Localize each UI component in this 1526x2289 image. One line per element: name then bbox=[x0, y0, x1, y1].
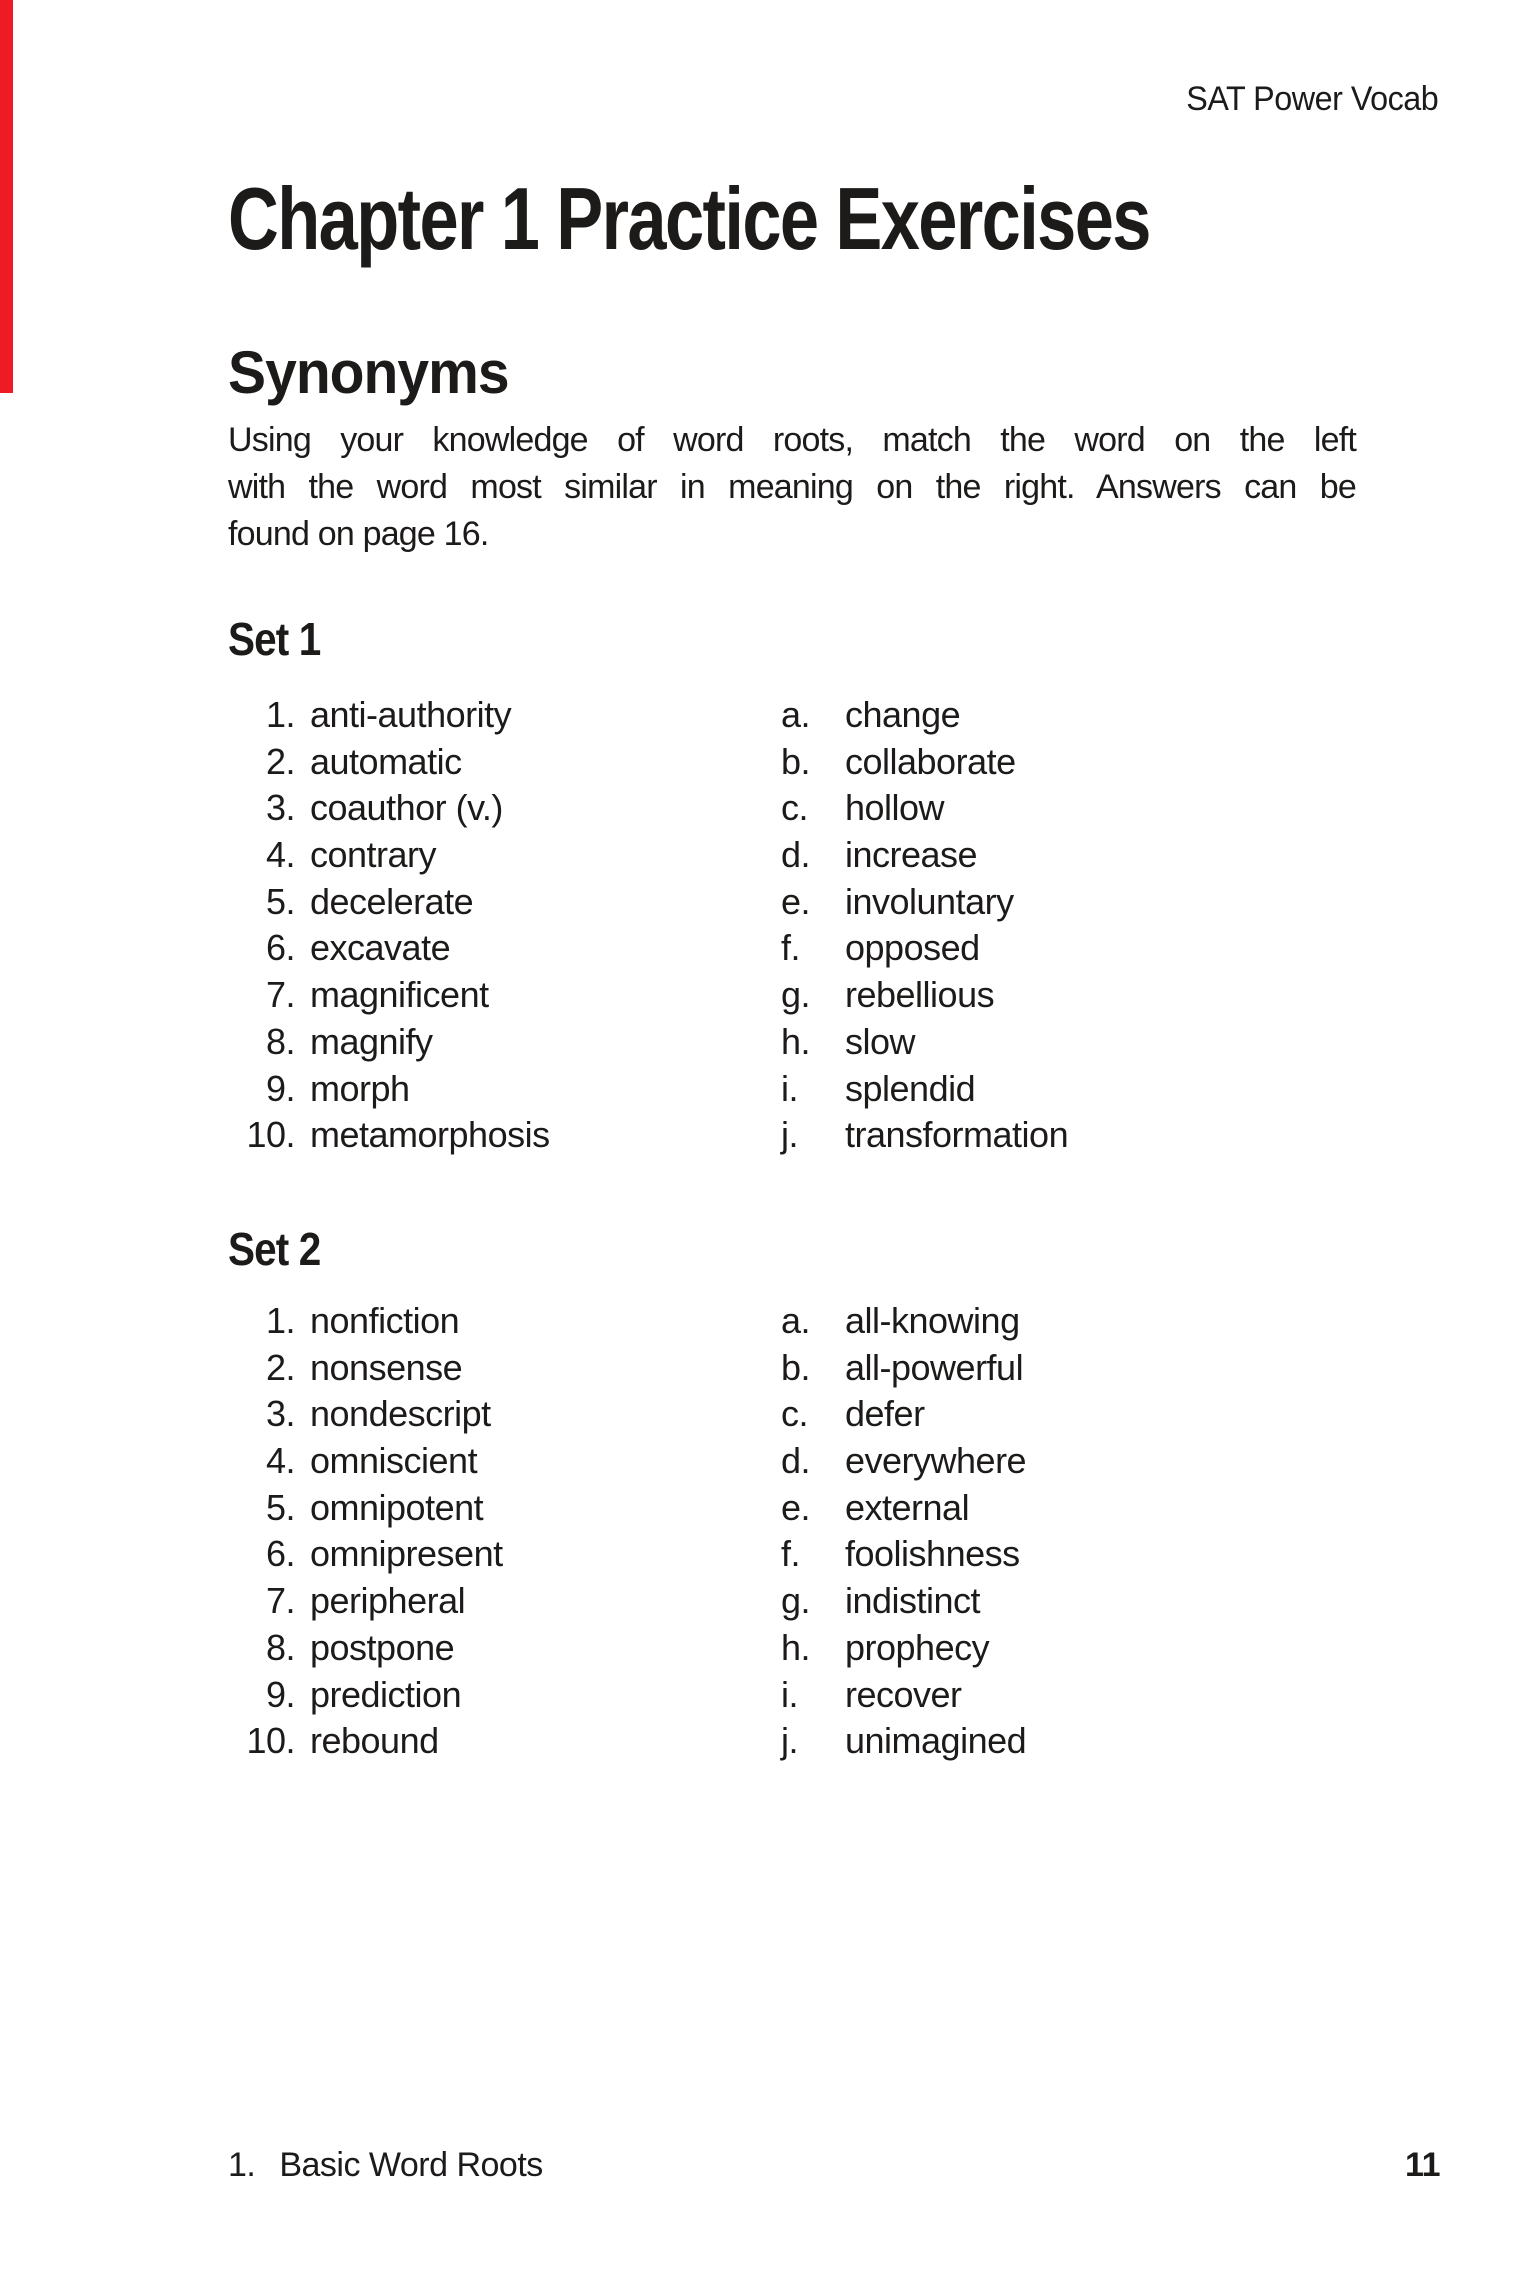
item-word: coauthor (v.) bbox=[310, 787, 503, 829]
item-number: 7. bbox=[265, 974, 295, 1016]
choice-letter: d. bbox=[781, 1440, 811, 1482]
choice-word: involuntary bbox=[845, 880, 1014, 922]
item-number: 1. bbox=[265, 1300, 295, 1341]
item-number: 3. bbox=[265, 1393, 295, 1435]
choice-word: foolishness bbox=[845, 1533, 1020, 1575]
choice-word: unimagined bbox=[845, 1720, 1027, 1762]
item-word: decelerate bbox=[310, 880, 474, 922]
choice-letter: c. bbox=[781, 787, 809, 829]
item-number: 5. bbox=[265, 1486, 295, 1528]
item-word: nonsense bbox=[310, 1346, 463, 1388]
page-title: Chapter 1 Practice Exercises bbox=[228, 169, 1150, 268]
page-number: 11 bbox=[1405, 2146, 1440, 2184]
choice-word: collaborate bbox=[845, 740, 1016, 782]
chapter-edge-tab bbox=[0, 0, 13, 393]
choice-letter: j. bbox=[781, 1114, 798, 1156]
item-word: morph bbox=[310, 1067, 410, 1109]
choice-letter: b. bbox=[781, 1346, 811, 1388]
item-number: 4. bbox=[265, 1440, 295, 1482]
set-2-list bbox=[228, 1298, 1026, 1765]
section-heading-synonyms: Synonyms bbox=[228, 339, 509, 406]
choice-word: slow bbox=[845, 1020, 916, 1062]
choice-letter: e. bbox=[781, 1486, 811, 1528]
item-word: omniscient bbox=[310, 1440, 478, 1482]
choice-word: change bbox=[845, 694, 961, 735]
item-number: 10. bbox=[246, 1114, 295, 1156]
choice-letter: b. bbox=[781, 740, 811, 782]
choice-letter: g. bbox=[781, 1580, 811, 1622]
item-number: 9. bbox=[265, 1067, 295, 1109]
item-number: 6. bbox=[265, 927, 295, 969]
item-word: nondescript bbox=[310, 1393, 491, 1435]
item-word: excavate bbox=[310, 927, 451, 969]
intro-line: with the word most similar in meaning on the right. Answers can be bbox=[228, 468, 1356, 506]
choice-word: transformation bbox=[845, 1114, 1069, 1156]
choice-word: increase bbox=[845, 834, 978, 876]
item-number: 8. bbox=[265, 1020, 295, 1062]
choice-letter: i. bbox=[781, 1067, 798, 1109]
item-word: magnificent bbox=[310, 974, 489, 1016]
choice-word: defer bbox=[845, 1393, 925, 1435]
choice-word: prophecy bbox=[845, 1626, 990, 1668]
footer-chapter-number: 1. bbox=[228, 2146, 256, 2184]
choice-word: splendid bbox=[845, 1067, 976, 1109]
item-word: peripheral bbox=[310, 1580, 466, 1622]
item-number: 2. bbox=[265, 740, 295, 782]
choice-letter: j. bbox=[781, 1720, 798, 1762]
item-word: automatic bbox=[310, 740, 462, 782]
choice-letter: f. bbox=[781, 1533, 801, 1575]
item-word: omnipresent bbox=[310, 1533, 503, 1575]
item-word: metamorphosis bbox=[310, 1114, 550, 1156]
intro-line: found on page 16. bbox=[228, 515, 489, 553]
choice-word: rebellious bbox=[845, 974, 995, 1016]
choice-letter: e. bbox=[781, 880, 811, 922]
choice-letter: h. bbox=[781, 1020, 811, 1062]
running-header: SAT Power Vocab bbox=[1185, 80, 1438, 118]
choice-letter: h. bbox=[781, 1626, 811, 1668]
choice-word: opposed bbox=[845, 927, 980, 969]
choice-word: hollow bbox=[845, 787, 945, 829]
item-number: 3. bbox=[265, 787, 295, 829]
item-word: magnify bbox=[310, 1020, 433, 1062]
choice-letter: a. bbox=[781, 1300, 811, 1341]
item-number: 1. bbox=[265, 694, 295, 735]
choice-letter: f. bbox=[781, 927, 801, 969]
choice-word: indistinct bbox=[845, 1580, 981, 1622]
item-word: omnipotent bbox=[310, 1486, 484, 1528]
choice-word: all-powerful bbox=[845, 1346, 1024, 1388]
item-number: 6. bbox=[265, 1533, 295, 1575]
intro-paragraph bbox=[228, 417, 1356, 558]
choice-letter: g. bbox=[781, 974, 811, 1016]
item-number: 4. bbox=[265, 834, 295, 876]
choice-letter: i. bbox=[781, 1673, 798, 1715]
set-1-list bbox=[228, 692, 1068, 1159]
choice-word: all-knowing bbox=[845, 1300, 1020, 1341]
choice-letter: c. bbox=[781, 1393, 809, 1435]
set-1-block bbox=[228, 612, 1068, 1159]
item-word: nonfiction bbox=[310, 1300, 460, 1341]
set-2-heading: Set 2 bbox=[228, 1223, 321, 1275]
item-number: 9. bbox=[265, 1673, 295, 1715]
item-word: prediction bbox=[310, 1673, 462, 1715]
choice-letter: a. bbox=[781, 694, 811, 735]
item-number: 5. bbox=[265, 880, 295, 922]
choice-word: external bbox=[845, 1486, 970, 1528]
item-number: 2. bbox=[265, 1346, 295, 1388]
item-number: 7. bbox=[265, 1580, 295, 1622]
item-word: postpone bbox=[310, 1626, 455, 1668]
page-footer bbox=[228, 2146, 1440, 2185]
choice-letter: d. bbox=[781, 834, 811, 876]
set-1-heading: Set 1 bbox=[228, 613, 321, 665]
choice-word: everywhere bbox=[845, 1440, 1027, 1482]
intro-line: Using your knowledge of word roots, match the word on the left bbox=[228, 421, 1356, 459]
set-2-block bbox=[228, 1222, 1026, 1765]
footer-chapter-title: Basic Word Roots bbox=[279, 2146, 543, 2184]
item-word: rebound bbox=[310, 1720, 439, 1762]
choice-word: recover bbox=[845, 1673, 962, 1715]
item-number: 10. bbox=[246, 1720, 295, 1762]
item-word: contrary bbox=[310, 834, 437, 876]
item-number: 8. bbox=[265, 1626, 295, 1668]
item-word: anti-authority bbox=[310, 694, 512, 735]
